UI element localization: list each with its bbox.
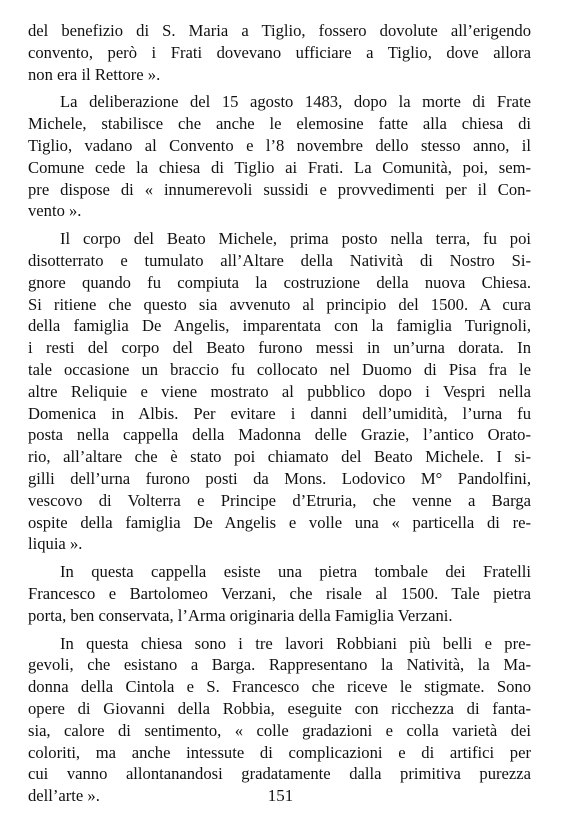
text-line: Tiglio, vadano al Convento e l’8 novembre dello stesso anno, il: [28, 135, 531, 155]
text-line: La deliberazione del 15 agosto 1483, dopo la morte di Frate: [60, 92, 531, 112]
paragraph: [28, 91, 531, 222]
text-line: vento ».: [28, 201, 82, 221]
text-line: liquia ».: [28, 534, 83, 554]
text-line: cui vanno allontanandosi gradatamente dalla primitiva purezza: [28, 764, 531, 784]
text-line: Michele, stabilisce che anche le elemosine fatte alla chiesa di: [28, 114, 531, 134]
text-line: non era il Rettore ».: [28, 64, 161, 84]
paragraph: [28, 228, 531, 555]
text-line: coloriti, ma anche intessute di complicazioni e di artifici per: [28, 742, 531, 762]
text-line: Domenica in Albis. Per evitare i danni dell’umidità, l’urna fu: [28, 403, 531, 423]
text-line: pre dispose di « innumerevoli sussidi e provvedimenti per il Con-: [28, 179, 531, 199]
text-line: Il corpo del Beato Michele, prima posto nella terra, fu poi: [60, 229, 531, 249]
text-line: ospite della famiglia De Angelis e volle una « particella di re-: [28, 512, 531, 532]
text-line: posta nella cappella della Madonna delle Grazie, l’antico Orato-: [28, 425, 531, 445]
text-line: In questa chiesa sono i tre lavori Robbiani più belli e pre-: [60, 633, 531, 653]
text-line: In questa cappella esiste una pietra tombale dei Fratelli: [60, 562, 531, 582]
text-line: disotterrato e tumulato all’Altare della Natività di Nostro Si-: [28, 250, 531, 270]
text-line: gnore quando fu compiuta la costruzione della nuova Chiesa.: [28, 272, 531, 292]
text-line: porta, ben conservata, l’Arma originaria della Famiglia Verzani.: [28, 605, 453, 625]
text-line: sia, calore di sentimento, « colle gradazioni e colla varietà dei: [28, 720, 531, 740]
page-number: 151: [267, 786, 294, 805]
text-line: del benefizio di S. Maria a Tiglio, fossero dovolute all’erigendo: [28, 21, 531, 40]
text-line: gilli dell’urna furono posti da Mons. Lodovico M° Pandolfini,: [28, 468, 531, 488]
text-line: tale occasione un braccio fu collocato nel Duomo di Pisa fra le: [28, 359, 531, 379]
text-line: Francesco e Bartolomeo Verzani, che risale al 1500. Tale pietra: [28, 583, 531, 603]
text-line: opere di Giovanni della Robbia, eseguite con ricchezza di fanta-: [28, 698, 531, 718]
paragraph: [28, 561, 531, 626]
text-line: donna della Cintola e S. Francesco che riceve le stigmate. Sono: [28, 677, 531, 697]
text-line: i resti del corpo del Beato furono messi in un’urna dorata. In: [28, 338, 531, 358]
text-line: altre Reliquie e viene mostrato al pubblico dopo i Vespri nella: [28, 381, 531, 401]
paragraph: [28, 20, 531, 85]
text-line: vescovo di Volterra e Principe d’Etruria, che venne a Barga: [28, 490, 531, 510]
text-line: della famiglia De Angelis, imparentata con la famiglia Turignoli,: [28, 316, 531, 336]
page-body: [28, 20, 531, 813]
text-line: gevoli, che esistano a Barga. Rappresentano la Natività, la Ma-: [28, 655, 531, 675]
text-line: convento, però i Frati dovevano ufficiare a Tiglio, dove allora: [28, 42, 531, 62]
text-line: rio, all’altare che è stato poi chiamato del Beato Michele. I si-: [28, 447, 531, 467]
paragraph: [28, 633, 531, 807]
text-line: Comune cede la chiesa di Tiglio ai Frati. La Comunità, poi, sem-: [28, 157, 531, 177]
text-line: Si ritiene che questo sia avvenuto al principio del 1500. A cura: [28, 294, 531, 314]
text-line: dell’arte ».: [28, 786, 100, 806]
